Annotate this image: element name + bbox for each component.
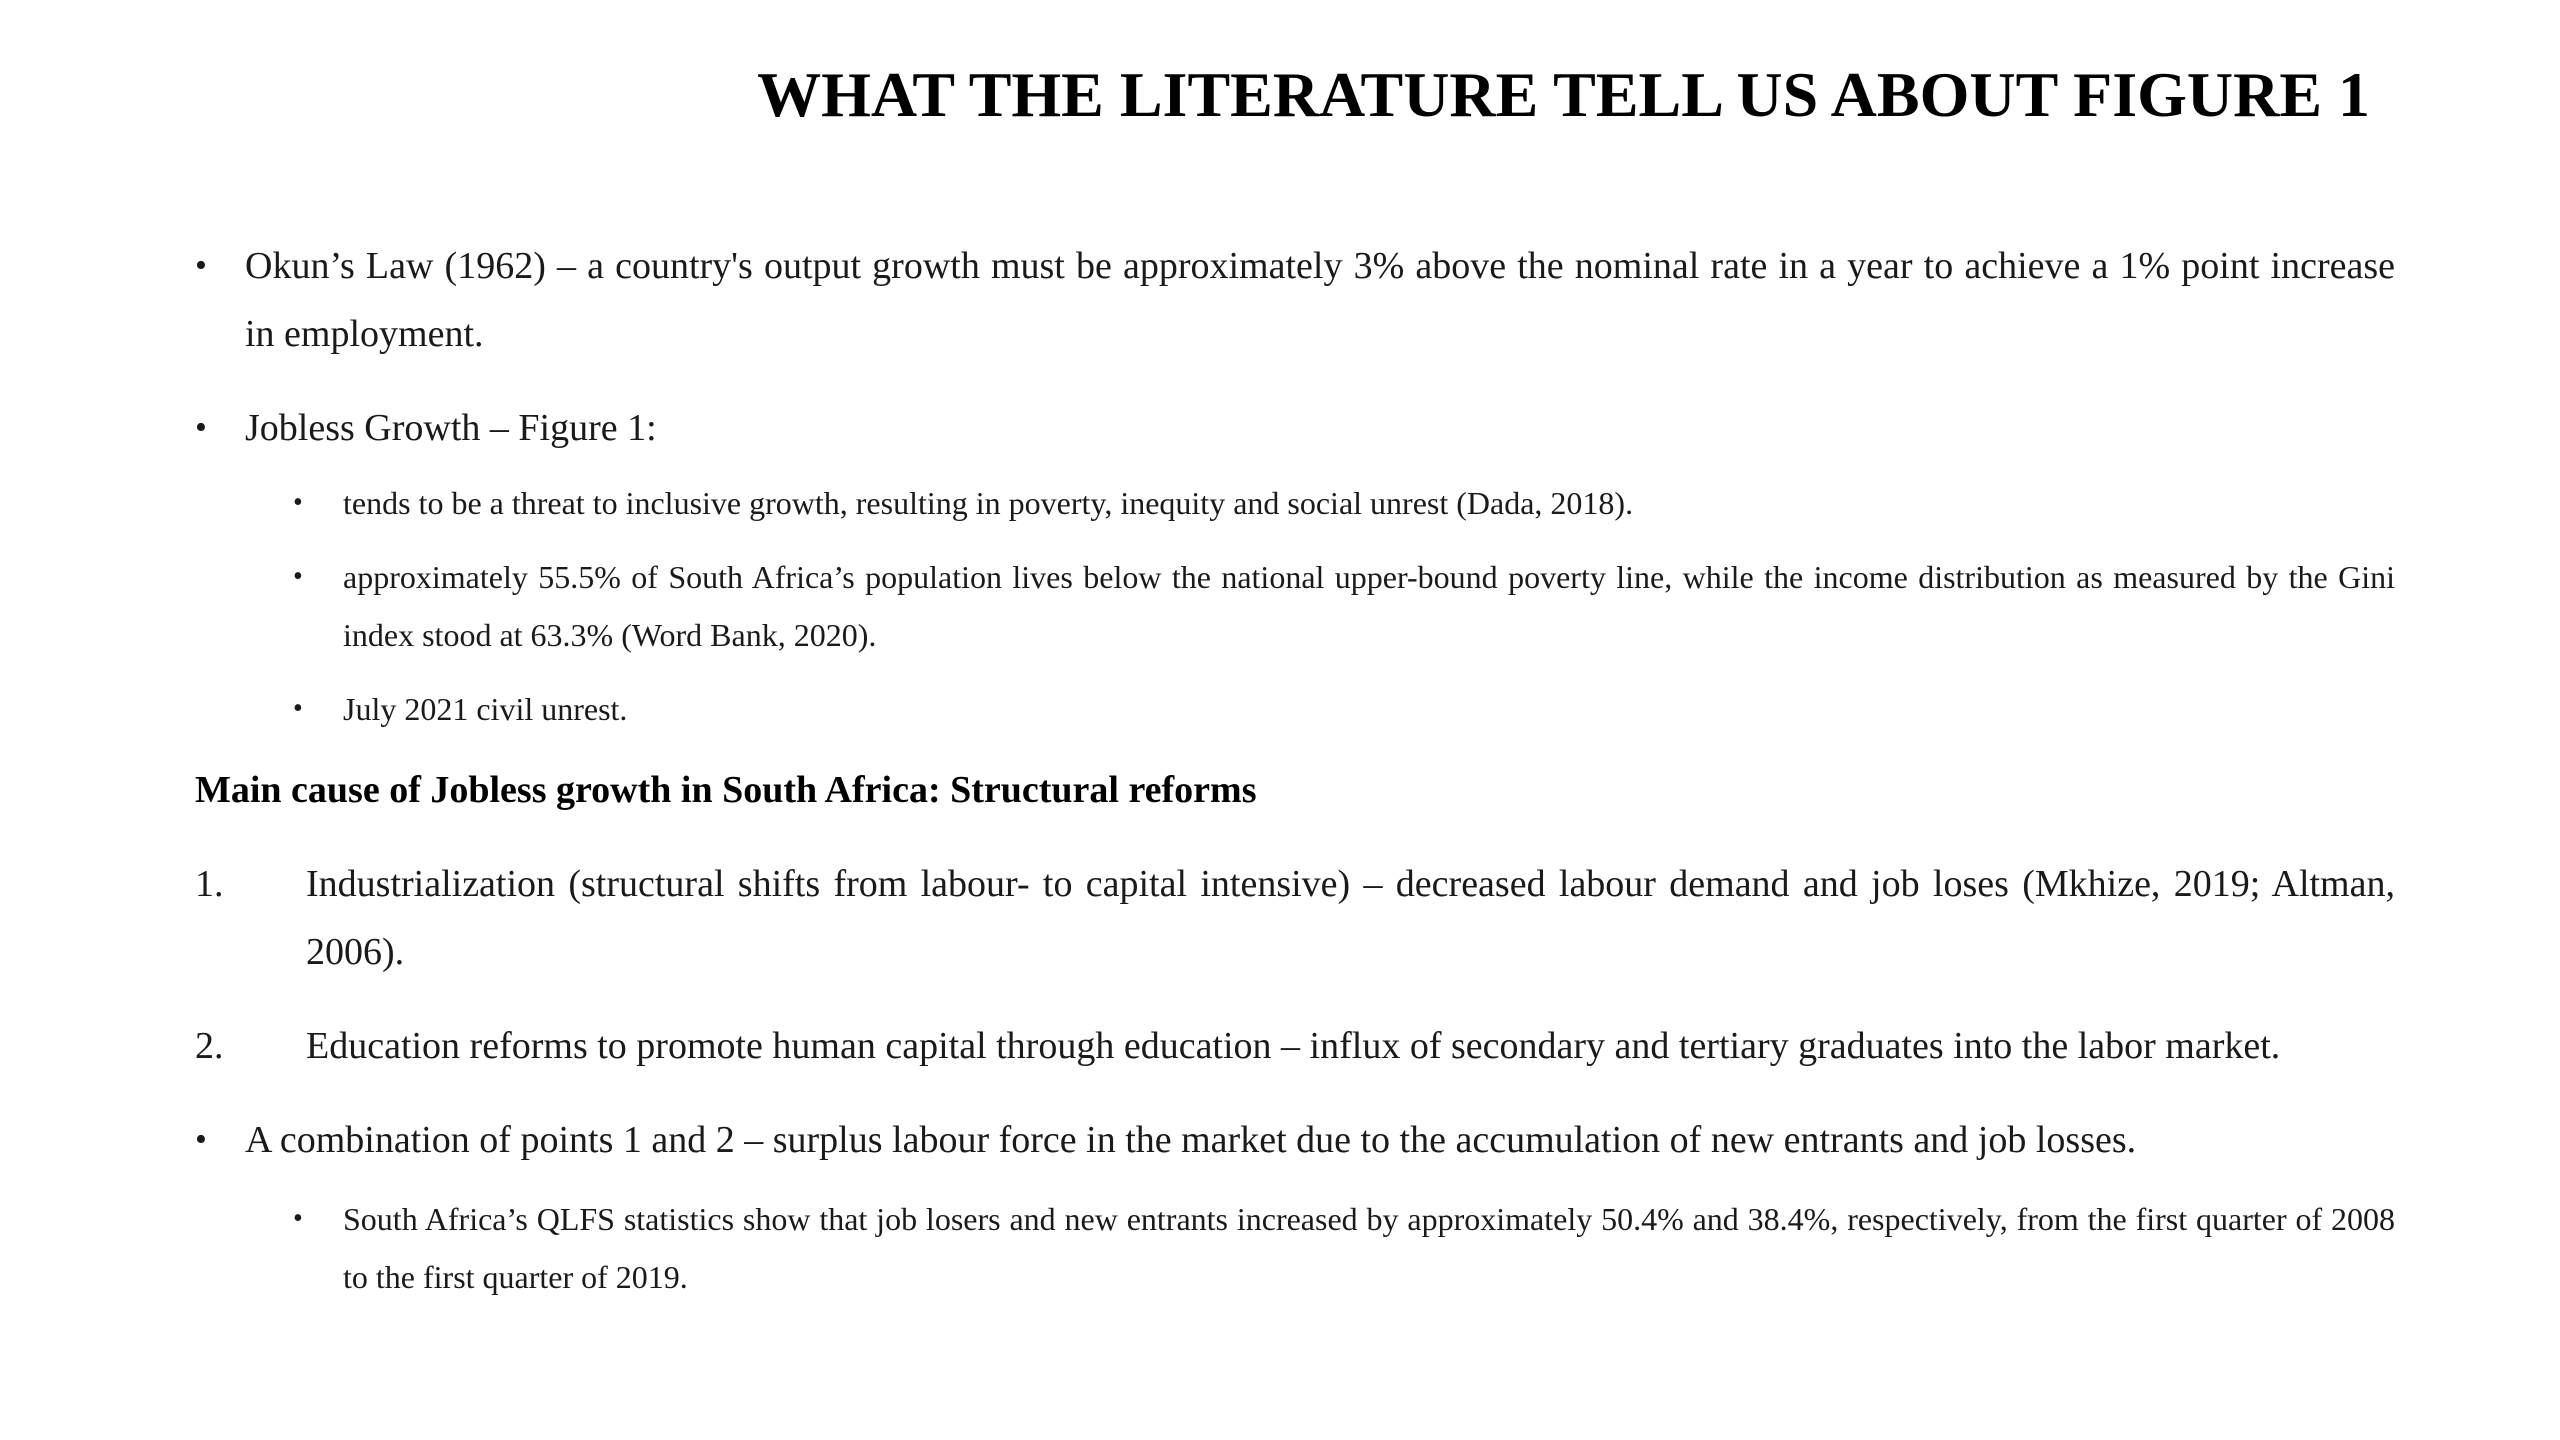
numbered-item-education bbox=[195, 1012, 2395, 1080]
sub-bullet-marker: • bbox=[293, 561, 303, 592]
sub-bullet-text: tends to be a threat to inclusive growth, resulting in poverty, inequity and social unrest (Dada, 2018). bbox=[343, 485, 1634, 521]
sub-bullet-marker: • bbox=[293, 487, 303, 518]
slide-content bbox=[195, 232, 2395, 1306]
bullet-marker: • bbox=[195, 247, 207, 284]
bullet-text: Okun’s Law (1962) – a country's output growth must be approximately 3% above the nominal rate in a year to achieve a 1% point increase in employment. bbox=[245, 245, 2395, 355]
bullet-jobless-growth bbox=[195, 394, 2395, 462]
sub-bullet-qlfs bbox=[293, 1190, 2395, 1306]
sub-bullet-threat bbox=[293, 474, 2395, 532]
numbered-item-industrialization bbox=[195, 850, 2395, 986]
sub-bullet-marker: • bbox=[293, 693, 303, 724]
sub-bullet-text: South Africa’s QLFS statistics show that job losers and new entrants increased by approximately 50.4% and 38.4%, respectively, from the first quarter of 2008 to the first quarter of 2019. bbox=[343, 1201, 2395, 1295]
sub-bullet-text: July 2021 civil unrest. bbox=[343, 691, 628, 727]
sub-bullet-civil-unrest bbox=[293, 680, 2395, 738]
bullet-combination bbox=[195, 1106, 2395, 1174]
sub-bullet-text: approximately 55.5% of South Africa’s population lives below the national upper-bound poverty line, while the income distribution as measured by the Gini index stood at 63.3% (Word Bank, 2020). bbox=[343, 559, 2395, 653]
bullet-text: Jobless Growth – Figure 1: bbox=[245, 407, 657, 449]
sub-bullet-marker: • bbox=[293, 1203, 303, 1234]
bullet-okuns-law bbox=[195, 232, 2395, 368]
item-number: 1. bbox=[195, 863, 224, 905]
bullet-marker: • bbox=[195, 1121, 207, 1158]
slide-title: WHAT THE LITERATURE TELL US ABOUT FIGURE 1 bbox=[757, 59, 2370, 130]
bullet-text: A combination of points 1 and 2 – surplus labour force in the market due to the accumulation of new entrants and job losses. bbox=[245, 1119, 2137, 1161]
item-text: Education reforms to promote human capital through education – influx of secondary and tertiary graduates into the labor market. bbox=[306, 1025, 2281, 1067]
bullet-marker: • bbox=[195, 409, 207, 446]
sub-bullet-poverty bbox=[293, 548, 2395, 664]
item-text: Industrialization (structural shifts from labour- to capital intensive) – decreased labour demand and job loses (Mkhize, 2019; Altman, 2006). bbox=[306, 863, 2395, 973]
item-number: 2. bbox=[195, 1025, 224, 1067]
main-cause-heading: Main cause of Jobless growth in South Africa: Structural reforms bbox=[195, 769, 1257, 811]
